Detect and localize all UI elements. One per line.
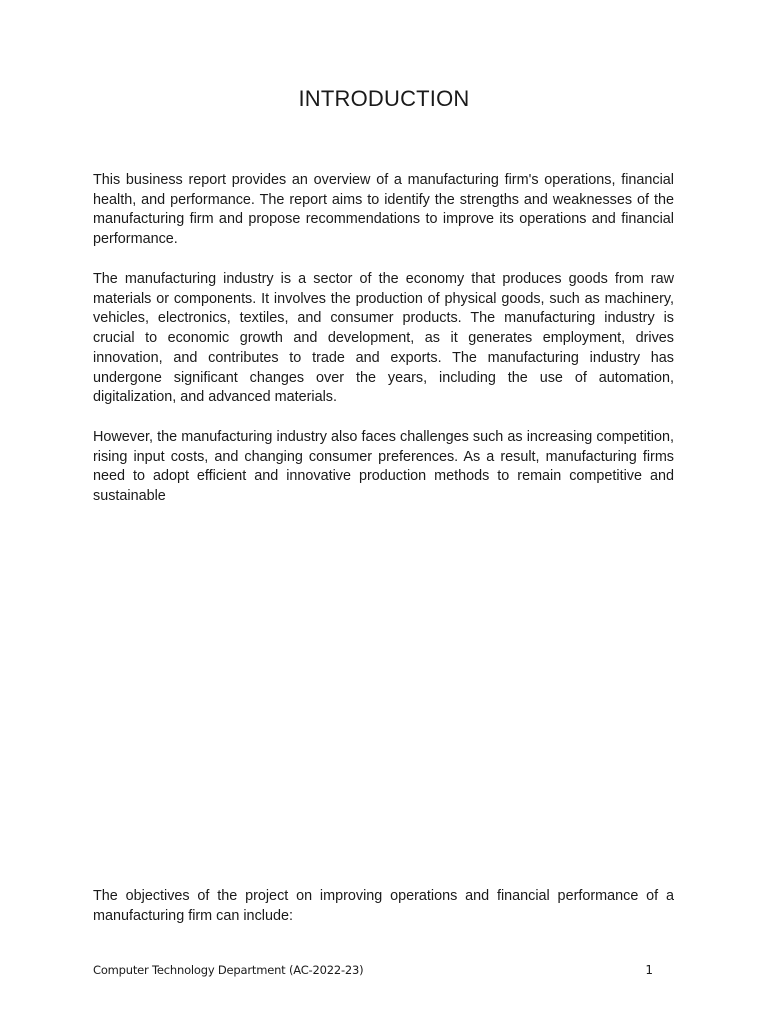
intro-paragraph-3: However, the manufacturing industry also faces challenges such as increasing competition, rising input costs, and changing consumer preferences. As a result, manufacturing firms need to adopt efficient and innovative production methods to remain competitive and sustainable — [93, 429, 674, 505]
intro-paragraph-2: The manufacturing industry is a sector of the economy that produces goods from raw materials or components. It involves the production of physical goods, such as machinery, vehicles, electronics, textiles, and consumer products. The manufacturing industry is crucial to economic growth and development, as it generates employment, drives innovation, and contributes to trade and exports. The manufacturing industry has undergone significant changes over the years, including the use of automation, digitalization, and advanced materials. — [93, 271, 674, 406]
page-footer — [93, 963, 653, 977]
intro-paragraph-1: This business report provides an overview of a manufacturing firm's operations, financial health, and performance. The report aims to identify the strengths and weaknesses of the manufacturing firm and propose recommendations to improve its operations and financial performance. — [93, 172, 674, 248]
objectives-paragraph: The objectives of the project on improving operations and financial performance of a manufacturing firm can include: — [93, 888, 674, 924]
page-number: 1 — [645, 963, 653, 977]
footer-department: Computer Technology Department (AC-2022-23) — [93, 963, 364, 977]
page-title: INTRODUCTION — [298, 86, 470, 111]
